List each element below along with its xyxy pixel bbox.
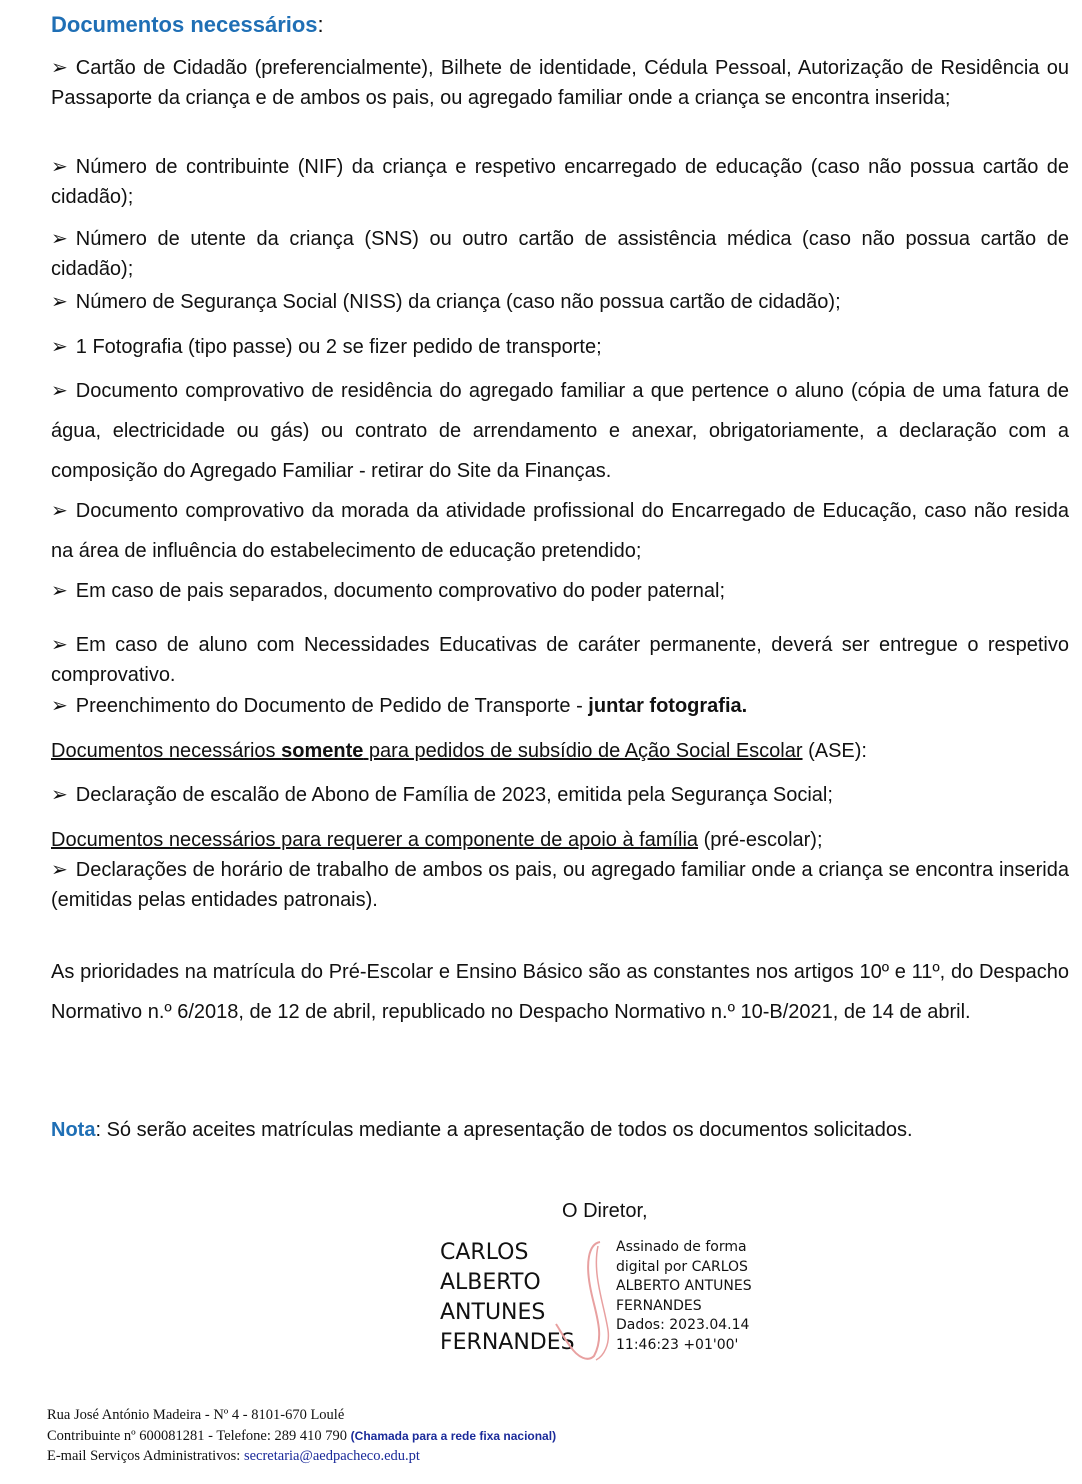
arrow-bullet-icon: ➢	[51, 695, 68, 717]
list-item: ➢ 1 Fotografia (tipo passe) ou 2 se fizer pedido de transporte;	[51, 333, 1069, 363]
signature-info: Assinado de forma digital por CARLOS ALBERTO ANTUNES FERNANDES Dados: 2023.04.14 11:46:23 +01'00'	[616, 1239, 752, 1353]
signature-name: CARLOS ALBERTO ANTUNES FERNANDES	[440, 1240, 575, 1355]
footer-contact: Contribuinte nº 600081281 - Telefone: 289 410 790 (Chamada para a rede fixa nacional)	[47, 1427, 557, 1444]
nota-paragraph: Nota: Só serão aceites matrículas mediante a apresentação de todos os documentos solicitados.	[51, 1119, 913, 1141]
ase-heading: Documentos necessários somente para pedidos de subsídio de Ação Social Escolar (ASE):	[51, 740, 867, 762]
transport-item: ➢ Preenchimento do Documento de Pedido de Transporte - juntar fotografia.	[51, 692, 1069, 722]
arrow-bullet-icon: ➢	[51, 336, 68, 358]
page-title: Documentos necessários:	[51, 12, 324, 37]
list-item: ➢ Documento comprovativo de residência do agregado familiar a que pertence o aluno (cópia de uma fatura de água, electricidade ou gás) ou contrato de arrendamento e anexar, obrigatoriamente, a declaração com a composição do Agregado Familiar - retirar do Site da Finanças.	[51, 371, 1069, 491]
family-item: ➢ Declarações de horário de trabalho de ambos os pais, ou agregado familiar onde a criança se encontra inserida (emitidas pelas entidades patronais).	[51, 856, 1069, 915]
list-item: ➢ Em caso de aluno com Necessidades Educativas de caráter permanente, deverá ser entregue o respetivo comprovativo.	[51, 631, 1069, 690]
arrow-bullet-icon: ➢	[51, 859, 68, 881]
arrow-bullet-icon: ➢	[51, 57, 68, 79]
arrow-bullet-icon: ➢	[51, 500, 68, 522]
list-item: ➢ Cartão de Cidadão (preferencialmente), Bilhete de identidade, Cédula Pessoal, Autorização de Residência ou Passaporte da criança e de ambos os pais, ou agregado familiar onde a criança se encontra inserida;	[51, 54, 1069, 113]
arrow-bullet-icon: ➢	[51, 634, 68, 656]
arrow-bullet-icon: ➢	[51, 156, 68, 178]
email-link[interactable]: secretaria@aedpacheco.edu.pt	[243, 1448, 420, 1464]
arrow-bullet-icon: ➢	[51, 580, 68, 602]
arrow-bullet-icon: ➢	[51, 784, 68, 806]
list-item: ➢ Número de utente da criança (SNS) ou outro cartão de assistência médica (caso não possua cartão de cidadão);	[51, 225, 1069, 284]
arrow-bullet-icon: ➢	[51, 291, 68, 313]
list-item: ➢ Número de Segurança Social (NISS) da criança (caso não possua cartão de cidadão);	[51, 288, 1069, 318]
arrow-bullet-icon: ➢	[51, 380, 68, 402]
director-label: O Diretor,	[562, 1200, 648, 1222]
arrow-bullet-icon: ➢	[51, 228, 68, 250]
footer-address: Rua José António Madeira - Nº 4 - 8101-670 Loulé	[47, 1407, 345, 1423]
page-footer	[47, 1405, 556, 1467]
family-heading: Documentos necessários para requerer a componente de apoio à família (pré-escolar);	[51, 829, 823, 851]
list-item: ➢ Documento comprovativo da morada da atividade profissional do Encarregado de Educação, caso não resida na área de influência do estabelecimento de educação pretendido;	[51, 491, 1069, 571]
list-item: ➢ Número de contribuinte (NIF) da criança e respetivo encarregado de educação (caso não possua cartão de cidadão);	[51, 153, 1069, 212]
footer-email: E-mail Serviços Administrativos: secretaria@aedpacheco.edu.pt	[47, 1448, 420, 1464]
list-item: ➢ Em caso de pais separados, documento comprovativo do poder paternal;	[51, 577, 1069, 607]
signature-mark-icon	[548, 1234, 618, 1364]
priorities-paragraph: As prioridades na matrícula do Pré-Escolar e Ensino Básico são as constantes nos artigos 10º e 11º, do Despacho Normativo n.º 6/2018, de 12 de abril, republicado no Despacho Normativo n.º 10-B/2021, de 14 de abril.	[51, 961, 1069, 1023]
ase-item: ➢ Declaração de escalão de Abono de Família de 2023, emitida pela Segurança Social;	[51, 781, 1069, 811]
